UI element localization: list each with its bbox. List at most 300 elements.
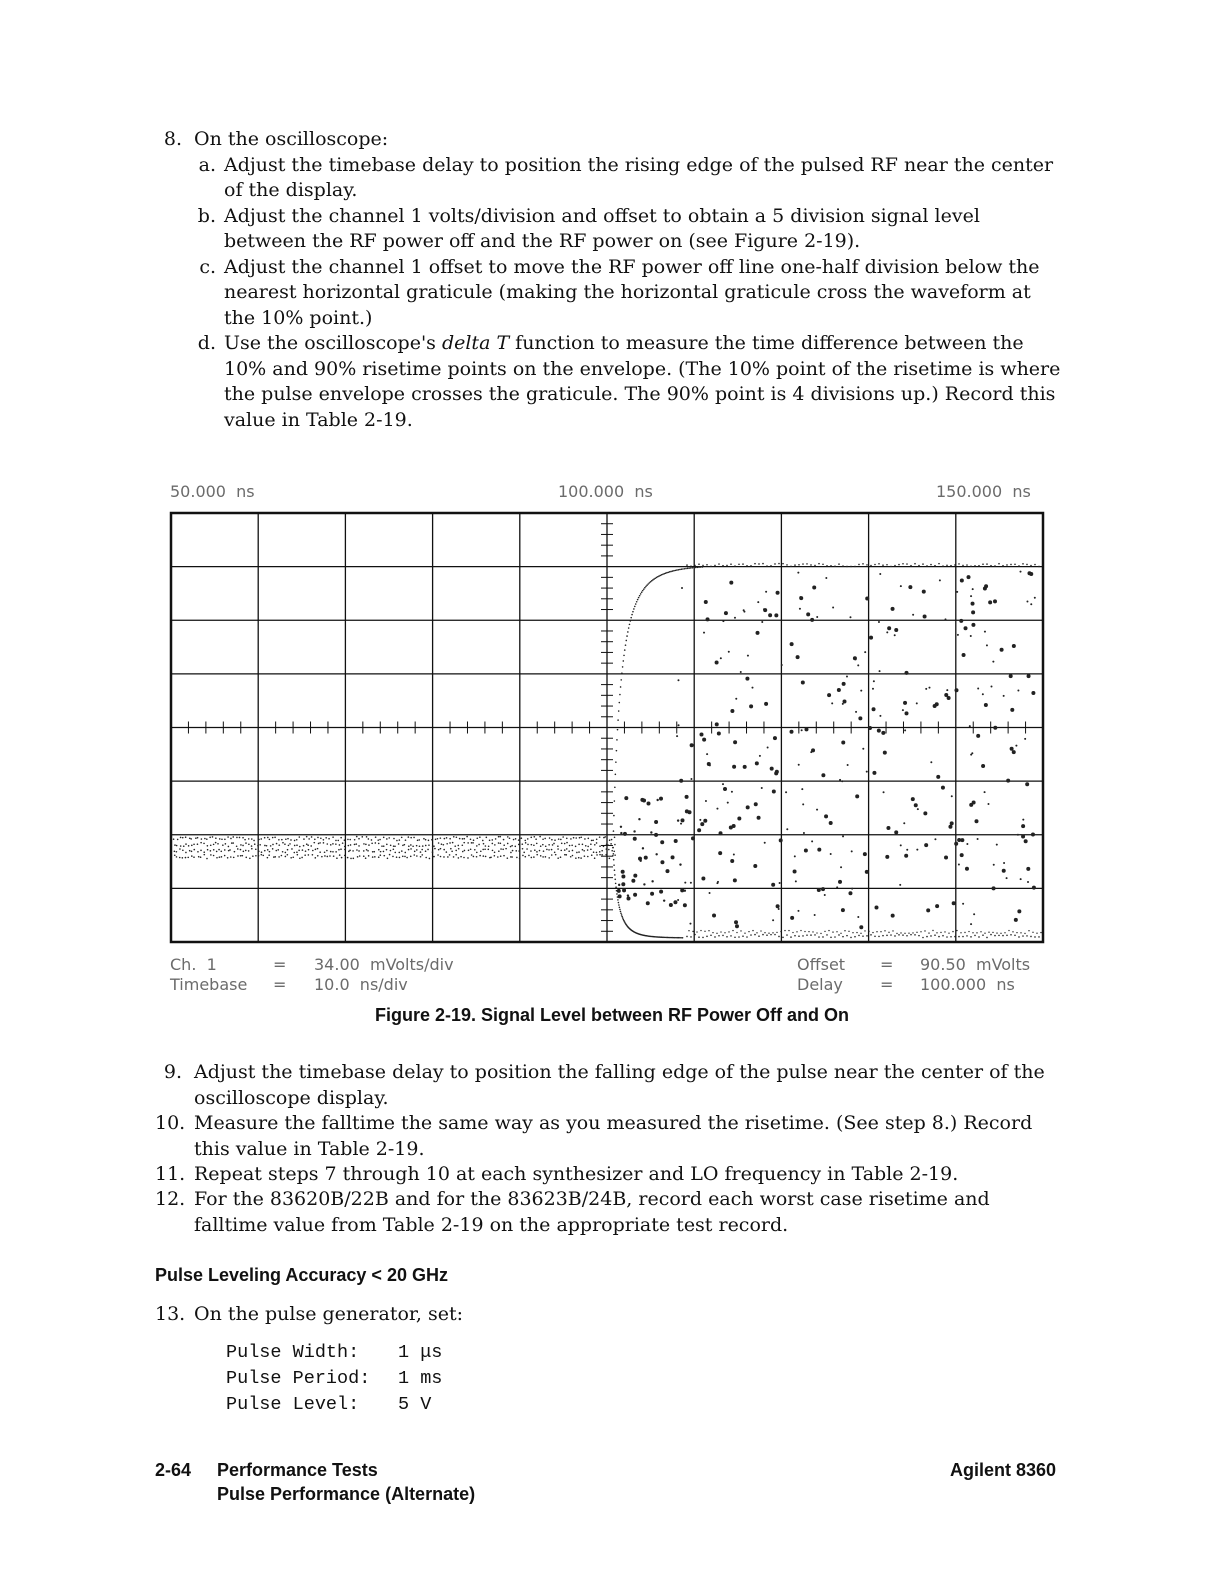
trace-dot: [402, 855, 404, 857]
trace-dot: [758, 563, 760, 565]
trace-dot: [686, 936, 688, 938]
trace-dot: [290, 839, 292, 841]
trace-dot: [1034, 564, 1036, 566]
trace-dot: [658, 936, 660, 938]
trace-dot: [236, 845, 238, 847]
trace-dot: [984, 631, 986, 633]
trace-dot: [611, 850, 613, 852]
trace-dot: [392, 856, 394, 858]
trace-dot: [498, 850, 500, 852]
trace-dot: [497, 856, 499, 858]
trace-dot: [696, 931, 697, 932]
trace-dot: [237, 848, 239, 850]
trace-dot: [200, 850, 202, 852]
trace-dot: [1017, 690, 1019, 692]
trace-dot: [673, 937, 675, 939]
trace-dot: [824, 894, 826, 896]
trace-dot: [677, 679, 679, 681]
trace-dot: [287, 854, 289, 856]
trace-dot: [557, 848, 559, 850]
trace-dot: [706, 564, 708, 566]
trace-dot: [926, 908, 930, 912]
trace-dot: [190, 838, 192, 840]
trace-dot: [410, 856, 412, 858]
trace-dot: [984, 703, 988, 707]
trace-dot: [1016, 932, 1017, 933]
trace-dot: [646, 935, 648, 937]
trace-dot: [416, 849, 418, 851]
trace-dot: [685, 795, 689, 799]
trace-dot: [479, 836, 481, 838]
trace-dot: [886, 826, 890, 830]
trace-dot: [846, 935, 848, 937]
trace-dot: [954, 564, 956, 566]
trace-dot: [719, 831, 723, 835]
trace-dot: [521, 843, 523, 845]
trace-dot: [796, 655, 800, 659]
trace-dot: [944, 931, 945, 932]
trace-dot: [703, 819, 707, 823]
trace-dot: [912, 932, 913, 933]
trace-dot: [740, 930, 741, 931]
trace-dot: [912, 614, 914, 616]
trace-dot: [832, 607, 834, 609]
trace-dot: [732, 930, 733, 931]
trace-dot: [982, 693, 984, 695]
trace-dot: [806, 612, 810, 616]
trace-dot: [669, 571, 671, 573]
trace-dot: [251, 838, 253, 840]
trace-dot: [179, 848, 181, 850]
trace-dot: [801, 729, 803, 731]
trace-dot: [717, 732, 721, 736]
trace-dot: [463, 857, 465, 859]
trace-dot: [726, 565, 728, 567]
trace-dot: [816, 932, 817, 933]
trace-dot: [865, 870, 869, 874]
trace-dot: [751, 687, 753, 689]
trace-dot: [626, 635, 628, 637]
trace-dot: [618, 902, 620, 904]
trace-dot: [970, 936, 972, 938]
trace-dot: [678, 569, 680, 571]
trace-dot: [371, 839, 373, 841]
trace-dot: [1006, 564, 1008, 566]
trace-dot: [254, 843, 256, 845]
trace-dot: [910, 934, 912, 936]
trace-dot: [390, 844, 392, 846]
trace-dot: [431, 839, 433, 841]
trace-dot: [498, 836, 500, 838]
trace-dot: [866, 771, 868, 773]
trace-dot: [606, 843, 608, 845]
trace-dot: [596, 854, 598, 856]
trace-dot: [685, 809, 689, 813]
trace-dot: [1026, 867, 1030, 871]
trace-dot: [864, 930, 865, 931]
trace-dot: [812, 931, 813, 932]
trace-dot: [946, 689, 948, 691]
trace-dot: [865, 596, 869, 600]
trace-dot: [734, 617, 736, 619]
trace-dot: [627, 894, 629, 896]
trace-dot: [894, 628, 898, 632]
trace-dot: [952, 931, 953, 932]
trace-dot: [626, 924, 628, 926]
trace-dot: [858, 564, 860, 566]
trace-dot: [703, 632, 705, 634]
trace-dot: [628, 927, 630, 929]
trace-dot: [344, 846, 346, 848]
trace-dot: [204, 838, 206, 840]
trace-dot: [240, 849, 242, 851]
trace-dot: [292, 856, 294, 858]
trace-dot: [1018, 936, 1020, 938]
trace-dot: [621, 874, 625, 878]
trace-dot: [665, 572, 667, 574]
trace-dot: [474, 849, 476, 851]
trace-dot: [173, 838, 175, 840]
trace-dot: [851, 888, 853, 890]
trace-dot: [905, 671, 909, 675]
trace-dot: [601, 850, 603, 852]
offset-label: Offset: [797, 955, 846, 974]
trace-dot: [936, 932, 937, 933]
trace-dot: [675, 937, 677, 939]
trace-dot: [452, 842, 454, 844]
trace-dot: [674, 937, 676, 939]
trace-dot: [1021, 824, 1025, 828]
trace-dot: [778, 936, 780, 938]
trace-dot: [974, 565, 976, 567]
trace-dot: [1009, 674, 1013, 678]
trace-dot: [774, 771, 778, 775]
trace-dot: [335, 851, 337, 853]
trace-dot: [883, 751, 887, 755]
trace-dot: [754, 802, 758, 806]
trace-dot: [836, 931, 837, 932]
trace-dot: [939, 579, 941, 581]
trace-dot: [922, 590, 926, 594]
trace-dot: [1024, 933, 1025, 934]
trace-dot: [766, 934, 768, 936]
trace-dot: [879, 715, 881, 717]
trace-dot: [393, 838, 395, 840]
trace-dot: [512, 850, 514, 852]
trace-dot: [288, 845, 290, 847]
trace-dot: [174, 854, 176, 856]
trace-dot: [722, 565, 724, 567]
trace-dot: [614, 874, 616, 876]
trace-dot: [319, 851, 321, 853]
trace-dot: [962, 653, 966, 657]
trace-dot: [762, 563, 764, 565]
trace-dot: [548, 857, 550, 859]
trace-dot: [267, 849, 269, 851]
trace-dot: [708, 930, 709, 931]
trace-dot: [1025, 782, 1029, 786]
trace-dot: [681, 587, 683, 589]
trace-dot: [612, 855, 614, 857]
trace-dot: [734, 565, 736, 567]
trace-dot: [679, 937, 681, 939]
trace-dot: [700, 930, 701, 931]
trace-dot: [649, 582, 651, 584]
trace-dot: [561, 842, 563, 844]
trace-dot: [842, 699, 846, 703]
trace-dot: [412, 845, 414, 847]
trace-dot: [799, 596, 801, 598]
trace-dot: [245, 842, 247, 844]
trace-dot: [344, 849, 346, 851]
delay-equals: =: [880, 975, 894, 994]
trace-dot: [361, 836, 363, 838]
step-text: On the pulse generator, set:: [194, 1303, 463, 1325]
setting-row: Pulse Period: 1 ms: [226, 1368, 443, 1389]
trace-dot: [620, 911, 622, 913]
trace-dot: [284, 843, 286, 845]
trace-dot: [926, 936, 928, 938]
trace-dot: [682, 937, 684, 939]
trace-dot: [182, 857, 184, 859]
trace-dot: [734, 920, 738, 924]
trace-dot: [960, 853, 964, 857]
trace-dot: [447, 856, 449, 858]
trace-dot: [633, 874, 637, 878]
trace-dot: [257, 845, 259, 847]
trace-dot: [947, 696, 951, 700]
trace-dot: [729, 825, 733, 829]
trace-dot: [615, 761, 617, 763]
trace-dot: [924, 843, 928, 847]
trace-dot: [748, 931, 749, 932]
step-text: For the 83620B/22B and for the 83623B/24B, record each worst case risetime and falltime value from Table 2-19 on the appropriate test record.: [194, 1188, 990, 1236]
trace-dot: [383, 837, 385, 839]
trace-dot: [755, 761, 759, 765]
trace-dot: [367, 850, 369, 852]
timebase-label: Timebase: [170, 975, 248, 994]
trace-dot: [410, 844, 412, 846]
trace-dot: [545, 845, 547, 847]
trace-dot: [350, 844, 352, 846]
trace-dot: [344, 839, 346, 841]
trace-dot: [1024, 839, 1028, 843]
trace-dot: [786, 564, 788, 566]
trace-dot: [476, 852, 478, 854]
trace-dot: [974, 935, 976, 937]
trace-dot: [841, 780, 843, 782]
trace-dot: [258, 850, 260, 852]
trace-dot: [898, 564, 900, 566]
trace-dot: [743, 611, 745, 613]
trace-dot: [217, 843, 219, 845]
trace-dot: [693, 567, 695, 569]
trace-dot: [960, 578, 964, 582]
trace-dot: [486, 837, 488, 839]
trace-dot: [830, 565, 832, 567]
trace-dot: [401, 837, 403, 839]
trace-dot: [906, 849, 908, 851]
trace-dot: [449, 842, 451, 844]
trace-dot: [976, 734, 980, 738]
trace-dot: [515, 850, 517, 852]
trace-dot: [191, 855, 193, 857]
trace-dot: [882, 935, 884, 937]
trace-dot: [363, 843, 365, 845]
trace-dot: [930, 935, 932, 937]
trace-dot: [970, 595, 972, 597]
trace-dot: [613, 859, 615, 861]
trace-dot: [857, 664, 859, 666]
trace-dot: [844, 930, 845, 931]
trace-dot: [414, 851, 416, 853]
trace-dot: [176, 845, 178, 847]
trace-dot: [505, 848, 507, 850]
trace-dot: [458, 857, 460, 859]
trace-dot: [732, 765, 736, 769]
trace-dot: [1006, 779, 1010, 783]
trace-dot: [971, 752, 973, 754]
trace-dot: [980, 931, 981, 932]
trace-dot: [715, 722, 719, 726]
trace-dot: [804, 931, 805, 932]
trace-dot: [638, 818, 640, 820]
trace-dot: [724, 611, 728, 615]
trace-dot: [242, 845, 244, 847]
trace-dot: [449, 838, 451, 840]
timebase-equals: =: [273, 975, 287, 994]
trace-dot: [336, 857, 338, 859]
trace-dot: [453, 836, 455, 838]
trace-dot: [968, 931, 969, 932]
trace-dot: [676, 569, 678, 571]
trace-dot: [676, 937, 678, 939]
trace-dot: [315, 849, 317, 851]
trace-dot: [470, 848, 472, 850]
trace-dot: [644, 587, 646, 589]
trace-dot: [613, 850, 615, 852]
trace-dot: [245, 850, 247, 852]
trace-dot: [623, 919, 625, 921]
trace-dot: [750, 565, 752, 567]
trace-dot: [690, 567, 692, 569]
trace-dot: [569, 845, 571, 847]
trace-dot: [275, 850, 277, 852]
trace-dot: [303, 845, 305, 847]
trace-dot: [858, 716, 862, 720]
trace-dot: [886, 935, 888, 937]
trace-dot: [983, 586, 987, 590]
trace-dot: [1021, 835, 1025, 839]
trace-dot: [1026, 935, 1028, 937]
trace-dot: [904, 729, 906, 731]
trace-dot: [679, 779, 683, 783]
trace-dot: [872, 688, 874, 690]
trace-dot: [730, 709, 734, 713]
trace-dot: [264, 850, 266, 852]
trace-dot: [775, 770, 779, 774]
trace-dot: [699, 819, 701, 821]
delta-t-emphasis: delta T: [441, 332, 510, 354]
trace-dot: [958, 563, 960, 565]
trace-dot: [269, 839, 271, 841]
trace-dot: [900, 585, 902, 587]
trace-dot: [616, 739, 618, 741]
trace-dot: [730, 935, 732, 937]
trace-dot: [716, 933, 717, 934]
trace-dot: [325, 837, 327, 839]
trace-dot: [1024, 738, 1026, 740]
trace-dot: [802, 803, 804, 805]
trace-dot: [533, 856, 535, 858]
trace-dot: [187, 857, 189, 859]
trace-dot: [934, 565, 936, 567]
trace-dot: [619, 694, 621, 696]
trace-dot: [761, 787, 763, 789]
trace-dot: [234, 851, 236, 853]
trace-dot: [990, 934, 992, 936]
trace-dot: [870, 565, 872, 567]
trace-dot: [596, 852, 598, 854]
trace-dot: [262, 855, 264, 857]
trace-dot: [285, 838, 287, 840]
trace-dot: [630, 620, 632, 622]
trace-dot: [240, 855, 242, 857]
trace-dot: [654, 577, 656, 579]
trace-dot: [1003, 695, 1005, 697]
trace-dot: [704, 931, 705, 932]
trace-dot: [513, 839, 515, 841]
trace-dot: [380, 854, 382, 856]
trace-dot: [554, 839, 556, 841]
trace-dot: [847, 764, 849, 766]
trace-dot: [735, 924, 739, 928]
trace-dot: [900, 844, 902, 846]
trace-dot: [396, 840, 398, 842]
trace-dot: [612, 847, 614, 849]
trace-dot: [606, 848, 608, 850]
trace-dot: [772, 789, 776, 793]
trace-dot: [617, 889, 621, 893]
pulse-settings: [226, 1340, 442, 1418]
trace-dot: [212, 836, 214, 838]
trace-dot: [213, 849, 215, 851]
trace-dot: [347, 839, 349, 841]
trace-dot: [618, 884, 620, 886]
trace-dot: [590, 848, 592, 850]
trace-dot: [615, 774, 617, 776]
trace-dot: [822, 563, 824, 565]
timebase-value: 10.0 ns/div: [314, 975, 408, 994]
trace-dot: [191, 851, 193, 853]
trace-dot: [902, 934, 904, 936]
trace-dot: [404, 852, 406, 854]
trace-dot: [650, 831, 652, 833]
trace-dot: [580, 857, 582, 859]
trace-dot: [269, 851, 271, 853]
trace-dot: [857, 916, 859, 918]
trace-dot: [870, 934, 872, 936]
trace-dot: [557, 857, 559, 859]
trace-dot: [1000, 648, 1004, 652]
trace-dot: [678, 937, 680, 939]
trace-dot: [639, 860, 641, 862]
trace-dot: [317, 837, 319, 839]
trace-dot: [886, 631, 888, 633]
trace-dot: [185, 843, 187, 845]
step-text: Adjust the timebase delay to position the falling edge of the pulse near the center of the oscilloscope display.: [194, 1061, 1045, 1109]
trace-dot: [743, 609, 745, 611]
